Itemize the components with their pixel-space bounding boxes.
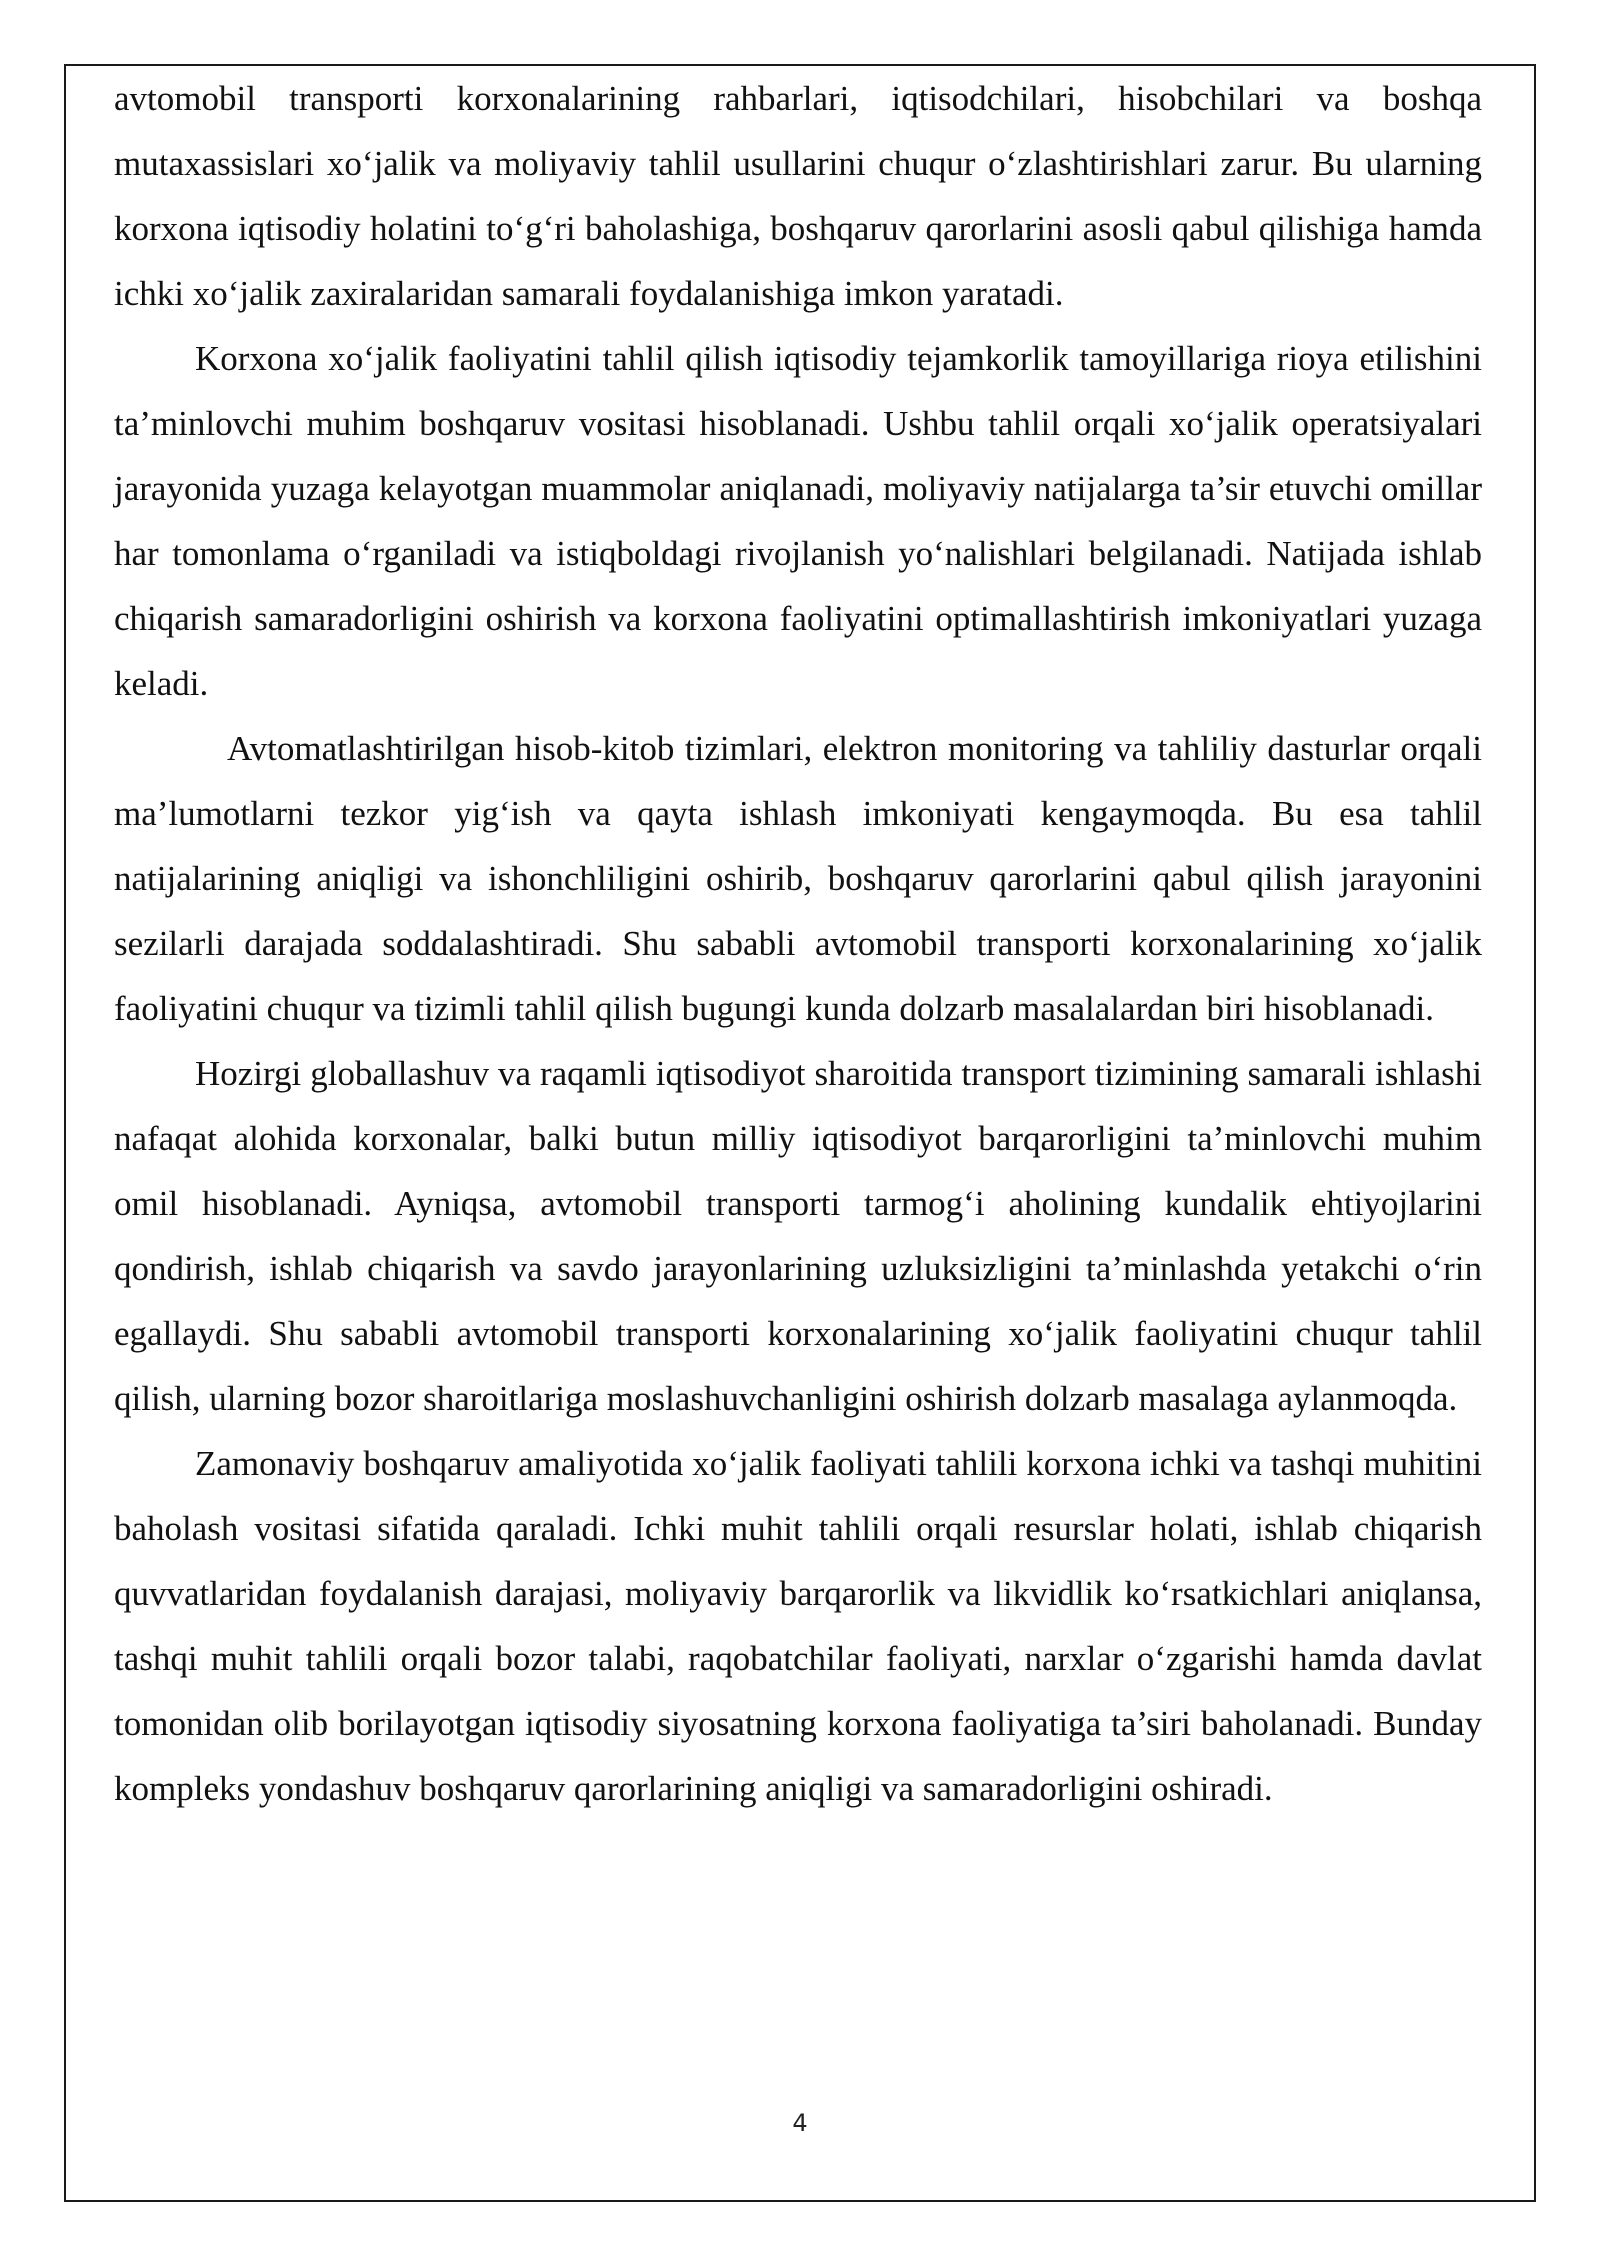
paragraph-globalization: Hozirgi globallashuv va raqamli iqtisodiyot sharoitida transport tizimining samarali ishlashi nafaqat alohida korxonalar, balki butun milliy iqtisodiyot barqarorligini ta’minlovchi muhim omil hisoblanadi. Ayniqsa, avtomobil transporti tarmog‘i aholining kundalik ehtiyojlarini qondirish, ishlab chiqarish va savdo jarayonlarining uzluksizligini ta’minlashda yetakchi o‘rin egallaydi. Shu sababli avtomobil transporti korxonalarining xo‘jalik faoliyatini chuqur tahlil qilish, ularning bozor sharoitlariga moslashuvchanligini oshirish dolzarb masalaga aylanmoqda. — [114, 1054, 1482, 1418]
page-number: 4 — [792, 2109, 808, 2137]
paragraph-modern-management: Zamonaviy boshqaruv amaliyotida xo‘jalik faoliyati tahlili korxona ichki va tashqi muhitini baholash vositasi sifatida qaraladi. Ichki muhit tahlili orqali resurslar holati, ishlab chiqarish quvvatlaridan foydalanish darajasi, moliyaviy barqarorlik va likvidlik ko‘rsatkichlari aniqlansa, tashqi muhit tahlili orqali bozor talabi, raqobatchilar faoliyati, narxlar o‘zgarishi hamda davlat tomonidan olib borilayotgan iqtisodiy siyosatning korxona faoliyatiga ta’siri baholanadi. Bunday kompleks yondashuv boshqaruv qarorlarining aniqligi va samaradorligini oshiradi. — [114, 1444, 1482, 1808]
document-body — [114, 66, 1482, 1821]
paragraph-automation: Avtomatlashtirilgan hisob-kitob tizimlari, elektron monitoring va tahliliy dasturlar orqali ma’lumotlarni tezkor yig‘ish va qayta ishlash imkoniyati kengaymoqda. Bu esa tahlil natijalarining aniqligi va ishonchliligini oshirib, boshqaruv qarorlarini qabul qilish jarayonini sezilarli darajada soddalashtiradi. Shu sababli avtomobil transporti korxonalarining xo‘jalik faoliyatini chuqur va tizimli tahlil qilish bugungi kunda dolzarb masalalardan biri hisoblanadi. — [114, 729, 1482, 1028]
paragraph-analysis-tool: Korxona xo‘jalik faoliyatini tahlil qilish iqtisodiy tejamkorlik tamoyillariga rioya etilishini ta’minlovchi muhim boshqaruv vositasi hisoblanadi. Ushbu tahlil orqali xo‘jalik operatsiyalari jarayonida yuzaga kelayotgan muammolar aniqlanadi, moliyaviy natijalarga ta’sir etuvchi omillar har tomonlama o‘rganiladi va istiqboldagi rivojlanish yo‘nalishlari belgilanadi. Natijada ishlab chiqarish samaradorligini oshirish va korxona faoliyatini optimallashtirish imkoniyatlari yuzaga keladi. — [114, 339, 1482, 703]
paragraph-continuation: avtomobil transporti korxonalarining rahbarlari, iqtisodchilari, hisobchilari va boshqa mutaxassislari xo‘jalik va moliyaviy tahlil usullarini chuqur o‘zlashtirishlari zarur. Bu ularning korxona iqtisodiy holatini to‘g‘ri baholashiga, boshqaruv qarorlarini asosli qabul qilishiga hamda ichki xo‘jalik zaxiralaridan samarali foydalanishiga imkon yaratadi. — [114, 79, 1482, 313]
